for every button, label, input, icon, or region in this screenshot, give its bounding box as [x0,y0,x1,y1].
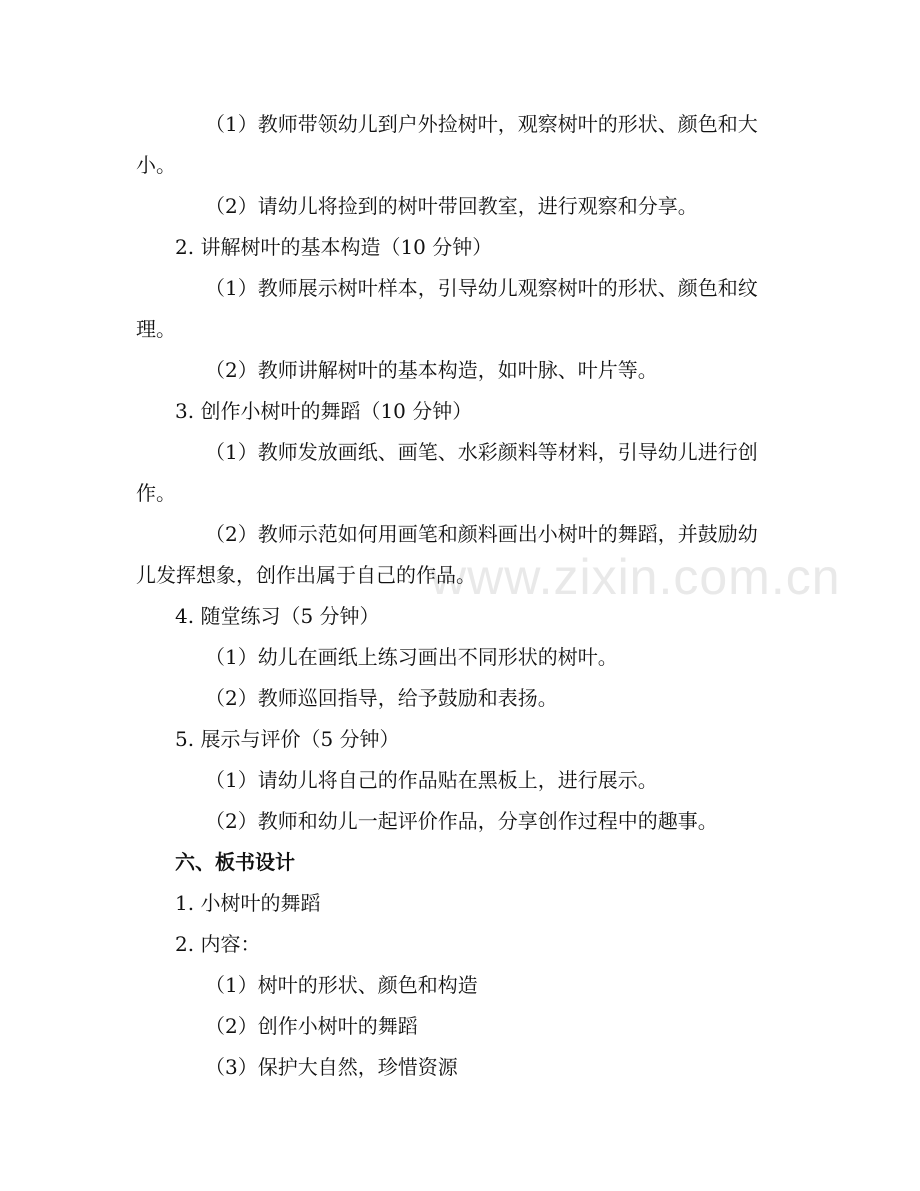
text-line: （2）教师讲解树叶的基本构造，如叶脉、叶片等。 [205,358,658,382]
text-line: （1）树叶的形状、颜色和构造 [205,973,478,997]
text-line: （1）教师发放画纸、画笔、水彩颜料等材料，引导幼儿进行创 [205,440,758,464]
watermark: www.zixin.com.cn [430,549,841,605]
list-item-heading: 3. 创作小树叶的舞蹈（10 分钟） [175,399,473,423]
list-item: 2. 内容： [175,932,261,956]
list-item-heading: 4. 随堂练习（5 分钟） [175,604,380,628]
text-line: 儿发挥想象，创作出属于自己的作品。 [136,563,476,587]
text-line: 理。 [136,317,176,341]
text-line: （3）保护大自然，珍惜资源 [205,1055,458,1079]
text-line: （1）教师带领幼儿到户外捡树叶，观察树叶的形状、颜色和大 [205,112,758,136]
list-item-heading: 2. 讲解树叶的基本构造（10 分钟） [175,235,493,259]
text-line: （1）幼儿在画纸上练习画出不同形状的树叶。 [205,645,618,669]
text-line: （2）创作小树叶的舞蹈 [205,1014,418,1038]
section-heading: 六、板书设计 [175,850,295,874]
text-line: 小。 [136,153,176,177]
list-item-heading: 5. 展示与评价（5 分钟） [175,727,400,751]
text-line: （2）请幼儿将捡到的树叶带回教室，进行观察和分享。 [205,194,698,218]
text-line: （2）教师和幼儿一起评价作品，分享创作过程中的趣事。 [205,809,718,833]
text-line: （1）教师展示树叶样本，引导幼儿观察树叶的形状、颜色和纹 [205,276,758,300]
text-line: （1）请幼儿将自己的作品贴在黑板上，进行展示。 [205,768,658,792]
list-item: 1. 小树叶的舞蹈 [175,891,321,915]
text-line: （2）教师巡回指导，给予鼓励和表扬。 [205,686,558,710]
text-line: 作。 [136,481,176,505]
text-line: （2）教师示范如何用画笔和颜料画出小树叶的舞蹈，并鼓励幼 [205,522,758,546]
